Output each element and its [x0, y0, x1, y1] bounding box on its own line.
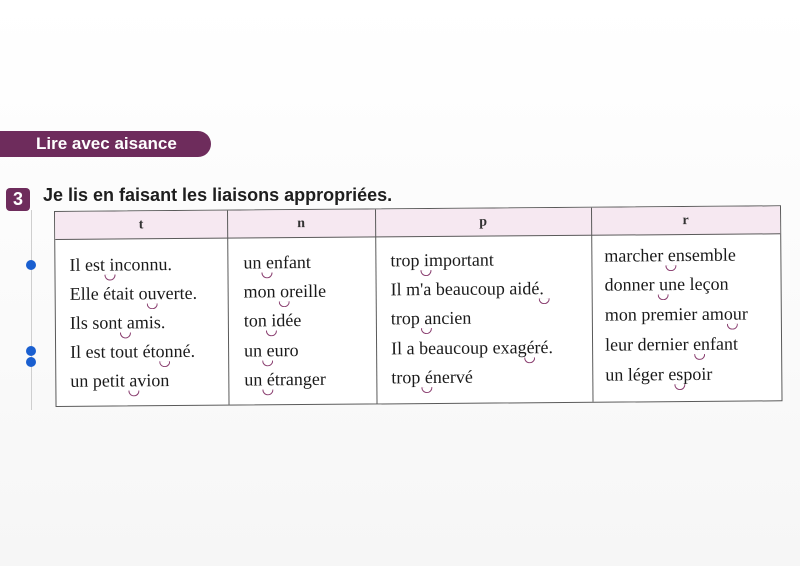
liaison-mark: [159, 361, 170, 367]
liaison-mark: [120, 332, 131, 338]
cell-t-5: un petit avion: [70, 370, 170, 391]
cell-p-3: trop ancien: [390, 307, 472, 329]
cell-n-1: un enfant: [243, 251, 311, 273]
header-r: r: [682, 213, 689, 229]
liaison-mark: [261, 272, 272, 278]
header-p: p: [479, 214, 488, 230]
liaison-mark: [421, 387, 432, 393]
cell-n-4: un euro: [244, 340, 299, 361]
liaison-mark: [658, 294, 669, 300]
column-divider: [375, 209, 378, 403]
liaison-mark: [147, 303, 158, 309]
header-n: n: [297, 216, 306, 232]
liaison-mark: [266, 330, 277, 336]
section-banner: Lire avec aisance: [0, 131, 211, 157]
liaison-mark: [674, 384, 685, 390]
cell-t-2: Elle était ouverte.: [69, 282, 198, 304]
liaison-table: [54, 205, 783, 407]
cell-r-5: un léger espoir: [605, 363, 713, 385]
cell-t-3: Ils sont amis.: [69, 312, 166, 333]
header-t: t: [138, 217, 144, 233]
cell-n-3: ton idée: [243, 310, 302, 331]
liaison-mark: [262, 360, 273, 366]
liaison-mark: [420, 270, 431, 276]
margin-dot-icon: [26, 346, 36, 356]
margin-dot-icon: [26, 357, 36, 367]
liaison-mark: [128, 390, 139, 396]
liaison-mark: [727, 324, 738, 330]
liaison-mark: [262, 389, 273, 395]
liaison-mark: [694, 354, 705, 360]
exercise-number-badge: 3: [6, 188, 30, 211]
cell-p-1: trop important: [390, 249, 494, 271]
margin-rule: [31, 210, 32, 410]
column-divider: [227, 211, 230, 405]
exercise-title: Je lis en faisant les liaisons appropriées.: [43, 185, 393, 205]
cell-p-2: Il m'a beaucoup aidé.: [390, 278, 544, 300]
cell-p-4: Il a beaucoup exagéré.: [391, 337, 554, 359]
liaison-mark: [539, 298, 550, 304]
cell-n-5: un étranger: [244, 368, 326, 390]
cell-p-5: trop énervé: [391, 366, 473, 388]
cell-r-2: donner une leçon: [604, 273, 729, 295]
cell-n-2: mon oreille: [243, 280, 327, 302]
liaison-mark: [665, 265, 676, 271]
column-divider: [591, 208, 594, 402]
margin-dot-icon: [26, 260, 36, 270]
cell-r-1: marcher ensemble: [604, 244, 736, 266]
liaison-mark: [279, 301, 290, 307]
cell-r-3: mon premier amour: [604, 303, 748, 325]
cell-r-4: leur dernier enfant: [604, 333, 739, 355]
liaison-mark: [105, 275, 116, 281]
cell-t-4: Il est tout étonné.: [70, 340, 196, 362]
cell-t-1: Il est inconnu.: [69, 254, 172, 275]
liaison-mark: [524, 357, 535, 363]
liaison-mark: [421, 328, 432, 334]
